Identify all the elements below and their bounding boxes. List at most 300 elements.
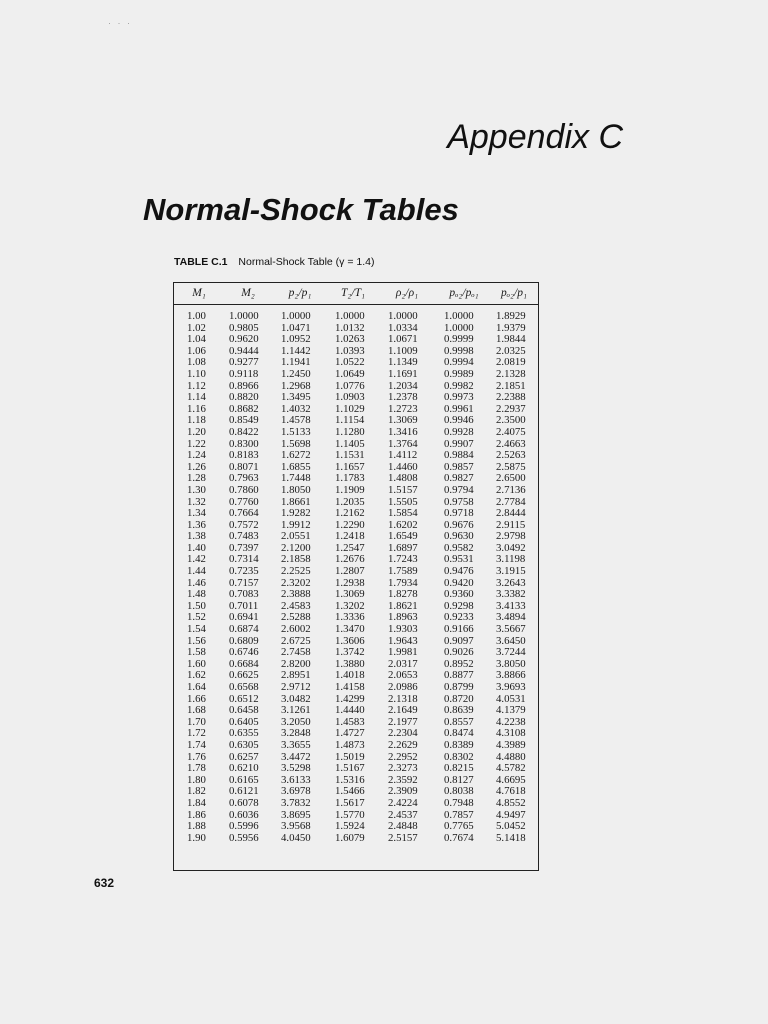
table-cell: 1.1941 [281,356,311,369]
table-cell: 0.7157 [229,576,259,589]
page-number: 632 [94,876,115,890]
table-cell: 1.0903 [335,391,365,404]
table-cell: 1.76 [187,750,206,763]
table-cell: 1.24 [187,449,206,462]
table-cell: 1.0649 [335,367,365,380]
table-caption [174,256,374,268]
table-cell: 1.42 [187,553,206,566]
table-cell: 1.2547 [335,541,365,554]
table-cell: 2.3500 [496,414,526,427]
table-cell: 1.86 [187,808,206,821]
table-cell: 1.0522 [335,356,365,369]
table-cell: 2.7784 [496,495,526,508]
table-cell: 4.9497 [496,808,526,821]
table-cell: 1.10 [187,367,206,380]
table-cell: 0.6458 [229,704,259,717]
table-cell: 0.9097 [444,634,474,647]
table-cell: 1.3470 [335,623,365,636]
table-cell: 0.8952 [444,657,474,670]
table-cell: 0.7963 [229,472,259,485]
table-cell: 1.8929 [496,310,526,322]
table-cell: 1.1029 [335,402,365,415]
table-cell: 0.7664 [229,507,259,520]
table-cell: 0.9582 [444,541,474,554]
table-cell: 2.9712 [281,681,311,693]
table-cell: 0.7572 [229,518,259,531]
table-cell: 2.4224 [388,796,418,809]
table-cell: 1.1783 [335,472,365,485]
table-cell: 0.6941 [229,611,259,624]
table-cell: 1.9844 [496,333,526,346]
table-cell: 0.6746 [229,646,259,659]
table-cell: 2.7458 [281,646,311,659]
table-cell: 4.7618 [496,785,526,798]
table-cell: 1.62 [187,669,206,682]
table-cell: 0.9989 [444,367,474,380]
table-cell: 1.4460 [388,460,418,473]
table-cell: 0.9961 [444,402,474,415]
table-row [174,798,538,810]
table-cell: 2.6500 [496,472,526,485]
table-row [174,450,538,462]
table-cell: 1.3764 [388,437,418,450]
table-cell: 1.0776 [335,379,365,392]
table-cell: 0.7235 [229,565,259,578]
table-cell: 2.5875 [496,460,526,473]
table-cell: 1.1405 [335,437,365,450]
table-cell: 0.8720 [444,692,474,705]
table-cell: 1.2968 [281,379,311,392]
table-cell: 1.4808 [388,472,418,485]
table-cell: 2.1328 [496,367,526,380]
column-header: T₂/T₁ [341,287,365,299]
column-header: p₂/p₁ [288,287,312,299]
table-cell: 3.0492 [496,541,526,554]
table-cell: 2.6002 [281,623,311,636]
table-cell: 1.3606 [335,634,365,647]
table-cell: 0.9360 [444,588,474,601]
table-caption-label: TABLE C.1 [174,256,228,268]
table-cell: 3.5667 [496,623,526,636]
table-cell: 0.5996 [229,820,259,833]
table-cell: 1.68 [187,704,206,717]
table-cell: 0.9805 [229,321,259,334]
table-cell: 3.7832 [281,796,311,809]
table-cell: 1.02 [187,321,206,334]
table-caption-text: Normal-Shock Table (γ = 1.4) [238,256,375,268]
table-cell: 3.2643 [496,576,526,589]
table-cell: 1.1009 [388,344,418,357]
table-cell: 0.5956 [229,831,259,844]
table-cell: 4.4880 [496,750,526,763]
table-cell: 1.22 [187,437,206,450]
table-cell: 4.0450 [281,831,311,844]
table-cell: 2.0653 [388,669,418,682]
table-cell: 1.40 [187,541,206,554]
table-cell: 0.6874 [229,623,259,636]
table-cell: 0.9827 [444,472,474,485]
table-cell: 1.16 [187,402,206,415]
table-cell: 0.9118 [229,367,259,380]
table-cell: 3.1198 [496,553,526,566]
table-cell: 1.5770 [335,808,365,821]
table-cell: 1.32 [187,495,206,508]
table-cell: 0.6078 [229,796,259,809]
table-cell: 1.2723 [388,402,418,415]
table-cell: 1.5157 [388,483,418,496]
table-cell: 1.7934 [388,576,418,589]
table-cell: 0.7948 [444,796,474,809]
table-cell: 1.2290 [335,518,365,531]
table-cell: 2.1318 [388,692,418,705]
table-cell: 2.0819 [496,356,526,369]
table-cell: 0.7760 [229,495,259,508]
table-cell: 1.1349 [388,356,418,369]
table-cell: 1.8621 [388,599,418,612]
table-cell: 1.60 [187,657,206,670]
table-cell: 3.6133 [281,773,311,786]
table-cell: 1.50 [187,599,206,612]
table-cell: 1.3880 [335,657,365,670]
table-cell: 1.5466 [335,785,365,798]
table-cell: 3.8050 [496,657,526,670]
table-cell: 1.88 [187,820,206,833]
table-cell: 0.9166 [444,623,474,636]
table-cell: 0.6036 [229,808,259,821]
table-cell: 1.34 [187,507,206,520]
table-cell: 1.4158 [335,681,365,693]
table-cell: 0.9884 [444,449,474,462]
table-cell: 0.8639 [444,704,474,717]
table-cell: 3.1261 [281,704,311,717]
table-cell: 1.0471 [281,321,311,334]
table-cell: 1.4032 [281,402,311,415]
appendix-heading: Appendix C [447,118,623,156]
table-cell: 0.9928 [444,425,474,438]
table-cell: 0.8549 [229,414,259,427]
table-cell: 1.1691 [388,367,418,380]
table-cell: 1.0393 [335,344,365,357]
table-cell: 1.6202 [388,518,418,531]
table-cell: 2.3273 [388,762,418,775]
table-cell: 0.6625 [229,669,259,682]
table-cell: 0.9620 [229,333,259,346]
table-cell: 1.1442 [281,344,311,357]
table-cell: 1.0000 [229,310,259,322]
table-cell: 1.7589 [388,565,418,578]
table-cell: 3.9693 [496,681,526,693]
normal-shock-table [173,282,539,871]
table-cell: 1.3416 [388,425,418,438]
table-row [174,763,538,775]
table-cell: 2.2952 [388,750,418,763]
table-cell: 2.3888 [281,588,311,601]
table-cell: 3.8866 [496,669,526,682]
table-cell: 0.8682 [229,402,259,415]
table-cell: 1.80 [187,773,206,786]
table-cell: 3.4894 [496,611,526,624]
table-cell: 1.7448 [281,472,311,485]
table-cell: 1.1531 [335,449,365,462]
table-cell: 1.00 [187,310,206,322]
table-cell: 0.8474 [444,727,474,740]
table-cell: 0.9857 [444,460,474,473]
table-cell: 2.7136 [496,483,526,496]
table-cell: 2.6725 [281,634,311,647]
table-cell: 5.0452 [496,820,526,833]
column-header: M₂ [241,287,255,299]
table-cell: 1.14 [187,391,206,404]
table-cell: 2.5157 [388,831,418,844]
table-cell: 2.4848 [388,820,418,833]
table-cell: 1.08 [187,356,206,369]
table-cell: 0.7765 [444,820,474,833]
table-cell: 1.1280 [335,425,365,438]
table-cell: 1.6897 [388,541,418,554]
table-cell: 1.0671 [388,333,418,346]
table-cell: 2.8200 [281,657,311,670]
table-cell: 1.0000 [444,321,474,334]
table-cell: 1.54 [187,623,206,636]
table-cell: 2.0551 [281,530,311,543]
table-cell: 1.1657 [335,460,365,473]
table-cell: 1.2418 [335,530,365,543]
table-cell: 1.5019 [335,750,365,763]
table-row [174,311,538,323]
table-row [174,624,538,636]
table-cell: 1.0000 [388,310,418,322]
table-cell: 1.6272 [281,449,311,462]
table-cell: 1.78 [187,762,206,775]
table-cell: 3.4472 [281,750,311,763]
table-cell: 2.2388 [496,391,526,404]
table-cell: 0.8557 [444,715,474,728]
table-cell: 2.4537 [388,808,418,821]
table-cell: 2.2525 [281,565,311,578]
table-cell: 0.9982 [444,379,474,392]
table-cell: 0.7314 [229,553,259,566]
table-cell: 0.8820 [229,391,259,404]
table-cell: 1.72 [187,727,206,740]
table-cell: 1.8963 [388,611,418,624]
table-cell: 2.1649 [388,704,418,717]
table-cell: 1.70 [187,715,206,728]
table-cell: 1.0000 [281,310,311,322]
table-cell: 1.6855 [281,460,311,473]
table-cell: 1.1909 [335,483,365,496]
table-cell: 1.82 [187,785,206,798]
table-cell: 4.1379 [496,704,526,717]
table-cell: 2.2629 [388,738,418,751]
table-cell: 1.4583 [335,715,365,728]
table-cell: 1.5505 [388,495,418,508]
table-cell: 1.2450 [281,367,311,380]
table-cell: 1.6549 [388,530,418,543]
table-cell: 2.5288 [281,611,311,624]
table-cell: 1.28 [187,472,206,485]
table-row [174,369,538,381]
table-cell: 0.8038 [444,785,474,798]
table-cell: 1.2378 [388,391,418,404]
table-cell: 0.7011 [229,599,259,612]
chapter-title: Normal-Shock Tables [143,192,459,227]
table-cell: 1.3202 [335,599,365,612]
table-cell: 1.0132 [335,321,365,334]
table-cell: 0.9907 [444,437,474,450]
table-cell: 1.46 [187,576,206,589]
table-cell: 1.0952 [281,333,311,346]
table-cell: 0.6568 [229,681,259,693]
table-cell: 0.9630 [444,530,474,543]
table-cell: 2.4663 [496,437,526,450]
table-cell: 1.5854 [388,507,418,520]
table-cell: 1.9379 [496,321,526,334]
table-cell: 1.6079 [335,831,365,844]
table-cell: 1.5924 [335,820,365,833]
table-cell: 2.8444 [496,507,526,520]
table-cell: 3.6978 [281,785,311,798]
table-cell: 1.44 [187,565,206,578]
table-cell: 0.9973 [444,391,474,404]
table-cell: 0.9718 [444,507,474,520]
table-cell: 0.7397 [229,541,259,554]
column-header: pₒ₂/p₁ [501,287,527,299]
table-cell: 0.8877 [444,669,474,682]
table-row [174,682,538,694]
table-cell: 4.8552 [496,796,526,809]
table-cell: 1.5698 [281,437,311,450]
table-cell: 0.9026 [444,646,474,659]
table-cell: 2.3592 [388,773,418,786]
table-cell: 1.64 [187,681,206,693]
column-header: ρ₂/ρ₁ [395,287,419,299]
table-cell: 3.0482 [281,692,311,705]
table-cell: 0.8422 [229,425,259,438]
table-cell: 0.8302 [444,750,474,763]
table-cell: 0.6165 [229,773,259,786]
table-cell: 1.2807 [335,565,365,578]
table-cell: 2.0317 [388,657,418,670]
table-cell: 1.84 [187,796,206,809]
table-cell: 0.6809 [229,634,259,647]
table-cell: 1.04 [187,333,206,346]
table-row [174,566,538,578]
table-cell: 1.9282 [281,507,311,520]
table-cell: 0.6684 [229,657,259,670]
table-cell: 1.5316 [335,773,365,786]
table-cell: 1.9912 [281,518,311,531]
table-cell: 1.3495 [281,391,311,404]
table-cell: 3.2050 [281,715,311,728]
table-cell: 3.5298 [281,762,311,775]
table-cell: 2.1977 [388,715,418,728]
table-cell: 3.2848 [281,727,311,740]
table-cell: 1.0334 [388,321,418,334]
table-cell: 0.9531 [444,553,474,566]
table-cell: 1.4440 [335,704,365,717]
table-cell: 1.2162 [335,507,365,520]
table-cell: 0.7860 [229,483,259,496]
table-cell: 1.26 [187,460,206,473]
table-cell: 2.9115 [496,518,526,531]
table-cell: 2.1851 [496,379,526,392]
table-cell: 4.2238 [496,715,526,728]
table-cell: 1.58 [187,646,206,659]
table-cell: 1.5617 [335,796,365,809]
table-cell: 2.2304 [388,727,418,740]
table-cell: 1.3069 [388,414,418,427]
table-cell: 0.7083 [229,588,259,601]
table-cell: 1.0000 [444,310,474,322]
table-cell: 1.4018 [335,669,365,682]
table-cell: 4.3108 [496,727,526,740]
table-cell: 4.0531 [496,692,526,705]
table-cell: 1.36 [187,518,206,531]
table-cell: 0.8389 [444,738,474,751]
table-row [174,427,538,439]
table-cell: 2.4583 [281,599,311,612]
table-cell: 0.8183 [229,449,259,462]
table-cell: 1.66 [187,692,206,705]
table-cell: 1.30 [187,483,206,496]
table-cell: 1.48 [187,588,206,601]
table-cell: 0.9277 [229,356,259,369]
table-row [174,740,538,752]
table-cell: 1.0000 [335,310,365,322]
table-cell: 1.0263 [335,333,365,346]
table-cell: 0.8300 [229,437,259,450]
table-cell: 0.8799 [444,681,474,693]
table-cell: 0.7483 [229,530,259,543]
table-cell: 1.8050 [281,483,311,496]
table-cell: 5.1418 [496,831,526,844]
table-row [174,485,538,497]
table-cell: 1.38 [187,530,206,543]
table-cell: 1.4299 [335,692,365,705]
table-cell: 2.2937 [496,402,526,415]
column-header: M₁ [192,287,206,299]
table-cell: 3.7244 [496,646,526,659]
table-cell: 0.7674 [444,831,474,844]
table-cell: 1.1154 [335,414,365,427]
table-cell: 0.9994 [444,356,474,369]
table-cell: 0.6305 [229,738,259,751]
table-cell: 2.5263 [496,449,526,462]
table-cell: 3.3382 [496,588,526,601]
table-cell: 1.5133 [281,425,311,438]
table-cell: 3.6450 [496,634,526,647]
table-cell: 1.8278 [388,588,418,601]
table-cell: 0.8071 [229,460,259,473]
table-cell: 0.9999 [444,333,474,346]
table-cell: 1.9643 [388,634,418,647]
table-cell: 2.8951 [281,669,311,682]
table-cell: 2.1200 [281,541,311,554]
table-cell: 0.9420 [444,576,474,589]
table-cell: 0.9298 [444,599,474,612]
table-cell: 1.4727 [335,727,365,740]
table-cell: 1.9303 [388,623,418,636]
table-cell: 0.9946 [444,414,474,427]
table-cell: 2.3202 [281,576,311,589]
table-cell: 4.6695 [496,773,526,786]
table-cell: 1.52 [187,611,206,624]
table-cell: 0.6121 [229,785,259,798]
table-cell: 1.2938 [335,576,365,589]
table-cell: 1.74 [187,738,206,751]
table-cell: 2.9798 [496,530,526,543]
table-cell: 1.4112 [388,449,418,462]
